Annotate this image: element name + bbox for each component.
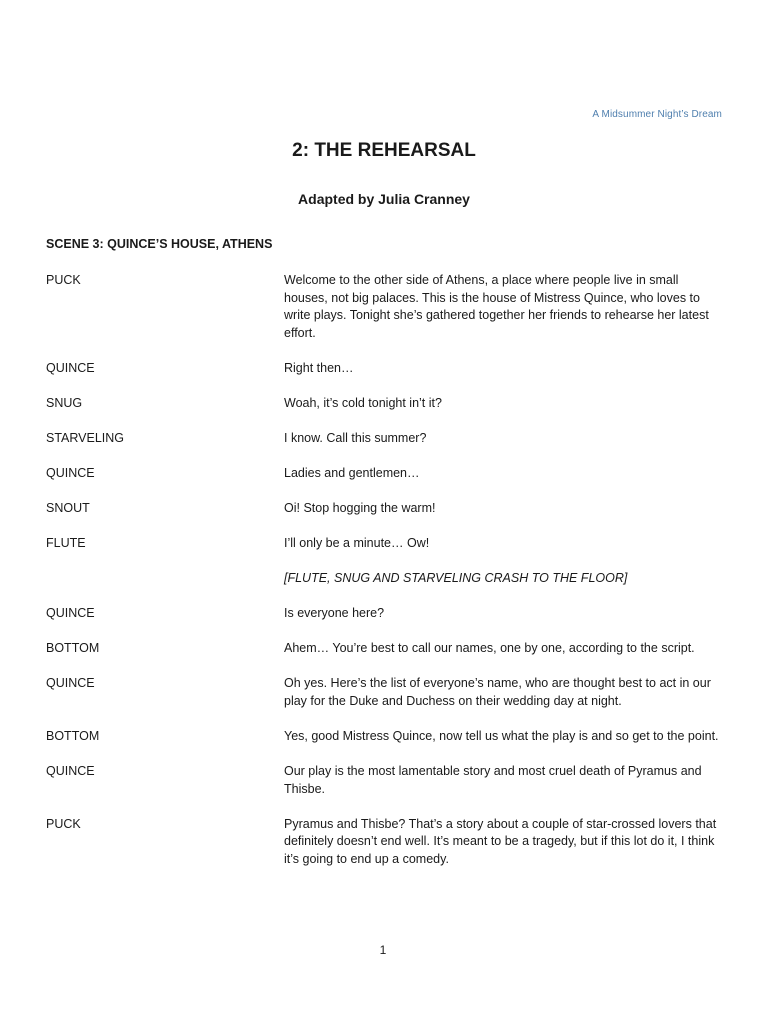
scene-heading: SCENE 3: QUINCE’S HOUSE, ATHENS	[46, 237, 273, 251]
speaker-name: STARVELING	[46, 430, 125, 445]
speaker-name: SNOUT	[46, 500, 90, 515]
script-row	[46, 535, 726, 553]
speaker-name: PUCK	[46, 273, 81, 287]
speaker-name: FLUTE	[46, 536, 86, 551]
page-number: 1	[379, 943, 387, 957]
dialogue-line: I’ll only be a minute… Ow!	[284, 536, 430, 551]
script-row	[46, 430, 726, 448]
script-row	[46, 640, 726, 658]
script-row	[46, 605, 726, 623]
speaker-name: QUINCE	[46, 676, 95, 691]
dialogue-line: I know. Call this summer?	[284, 430, 427, 445]
stage-direction: [FLUTE, SNUG AND STARVELING CRASH TO THE FLOOR]	[284, 571, 628, 586]
script-row	[46, 675, 726, 710]
speaker-name: PUCK	[46, 816, 81, 831]
script-body	[46, 272, 726, 886]
speaker-name: BOTTOM	[46, 641, 100, 656]
page-title: 2: THE REHEARSAL	[292, 140, 476, 161]
speaker-name	[46, 570, 284, 588]
script-row	[46, 360, 726, 378]
dialogue-line: Woah, it’s cold tonight in’t it?	[284, 395, 442, 410]
speaker-name: QUINCE	[46, 360, 95, 375]
dialogue-line: Is everyone here?	[284, 606, 385, 621]
script-row	[46, 500, 726, 518]
dialogue-line: Welcome to the other side of Athens, a place where people live in small houses, not big palaces. This is the house of Mistress Quince, who loves to write plays. Tonight she’s gathered together her friends to rehearse her latest effort.	[284, 273, 709, 340]
script-row	[46, 763, 726, 798]
dialogue-line: Ladies and gentlemen…	[284, 465, 420, 480]
dialogue-line: Oi! Stop hogging the warm!	[284, 500, 436, 515]
script-row	[46, 465, 726, 483]
script-row	[46, 816, 726, 869]
script-row	[46, 728, 726, 746]
speaker-name: QUINCE	[46, 465, 95, 480]
dialogue-line: Yes, good Mistress Quince, now tell us what the play is and so get to the point.	[284, 729, 719, 744]
speaker-name: QUINCE	[46, 764, 95, 779]
dialogue-line: Ahem… You’re best to call our names, one by one, according to the script.	[284, 641, 695, 656]
script-row	[46, 272, 726, 342]
adaptation-credit: Adapted by Julia Cranney	[298, 191, 470, 207]
script-row	[46, 395, 726, 413]
dialogue-line: Oh yes. Here’s the list of everyone’s name, who are thought best to act in our play for the Duke and Duchess on their wedding day at night.	[284, 676, 711, 708]
dialogue-line: Pyramus and Thisbe? That’s a story about a couple of star-crossed lovers that definitely doesn’t end well. It’s meant to be a tragedy, but if this lot do it, I think it’s going to end up a comedy.	[284, 816, 717, 866]
speaker-name: SNUG	[46, 395, 83, 410]
speaker-name: BOTTOM	[46, 729, 100, 744]
speaker-name: QUINCE	[46, 606, 95, 621]
dialogue-line: Our play is the most lamentable story and most cruel death of Pyramus and Thisbe.	[284, 764, 702, 796]
dialogue-line: Right then…	[284, 360, 354, 375]
running-header: A Midsummer Night’s Dream	[592, 109, 722, 120]
script-row	[46, 570, 726, 588]
